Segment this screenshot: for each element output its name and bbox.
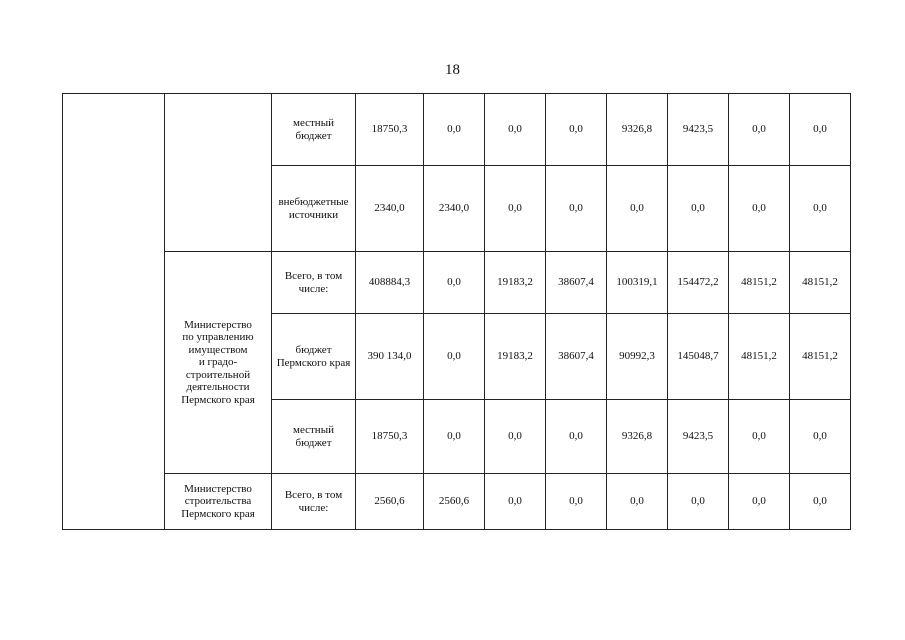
value-cell: 0,0 — [546, 166, 607, 252]
value-cell: 9423,5 — [668, 400, 729, 474]
value-cell: 0,0 — [485, 166, 546, 252]
value-cell: 38607,4 — [546, 252, 607, 314]
funding-source-cell: Всего, в том числе: — [272, 474, 356, 530]
value-cell: 48151,2 — [729, 314, 790, 400]
value-cell: 38607,4 — [546, 314, 607, 400]
executor-cell: Министерство строительства Пермского края — [165, 474, 272, 530]
value-cell: 0,0 — [790, 166, 851, 252]
value-cell: 18750,3 — [356, 94, 424, 166]
funding-source-cell: Всего, в том числе: — [272, 252, 356, 314]
value-cell: 9423,5 — [668, 94, 729, 166]
value-cell: 0,0 — [424, 252, 485, 314]
program-cell — [63, 94, 165, 530]
value-cell: 0,0 — [485, 400, 546, 474]
budget-table — [62, 93, 851, 530]
value-cell: 0,0 — [729, 474, 790, 530]
value-cell: 0,0 — [668, 474, 729, 530]
executor-cell — [165, 94, 272, 252]
value-cell: 0,0 — [729, 400, 790, 474]
table-row — [63, 94, 851, 166]
table-row — [63, 474, 851, 530]
value-cell: 145048,7 — [668, 314, 729, 400]
value-cell: 408884,3 — [356, 252, 424, 314]
value-cell: 19183,2 — [485, 314, 546, 400]
funding-source-cell: бюджет Пермского края — [272, 314, 356, 400]
funding-source-cell: внебюджетные источники — [272, 166, 356, 252]
value-cell: 0,0 — [790, 94, 851, 166]
value-cell: 0,0 — [485, 474, 546, 530]
value-cell: 0,0 — [546, 94, 607, 166]
funding-source-cell: местный бюджет — [272, 94, 356, 166]
value-cell: 18750,3 — [356, 400, 424, 474]
value-cell: 0,0 — [790, 400, 851, 474]
value-cell: 0,0 — [790, 474, 851, 530]
value-cell: 9326,8 — [607, 94, 668, 166]
value-cell: 390 134,0 — [356, 314, 424, 400]
value-cell: 0,0 — [546, 474, 607, 530]
value-cell: 0,0 — [607, 166, 668, 252]
value-cell: 0,0 — [607, 474, 668, 530]
value-cell: 48151,2 — [729, 252, 790, 314]
value-cell: 0,0 — [424, 94, 485, 166]
value-cell: 0,0 — [424, 400, 485, 474]
funding-source-cell: местный бюджет — [272, 400, 356, 474]
value-cell: 2560,6 — [424, 474, 485, 530]
value-cell: 100319,1 — [607, 252, 668, 314]
value-cell: 19183,2 — [485, 252, 546, 314]
value-cell: 48151,2 — [790, 314, 851, 400]
value-cell: 0,0 — [546, 400, 607, 474]
value-cell: 0,0 — [729, 94, 790, 166]
table-row — [63, 252, 851, 314]
value-cell: 2340,0 — [356, 166, 424, 252]
value-cell: 2560,6 — [356, 474, 424, 530]
executor-cell: Министерство по управлению имуществом и градо- строительной деятельности Пермского края — [165, 252, 272, 474]
page-number: 18 — [445, 62, 460, 78]
value-cell: 0,0 — [668, 166, 729, 252]
value-cell: 90992,3 — [607, 314, 668, 400]
value-cell: 0,0 — [485, 94, 546, 166]
value-cell: 48151,2 — [790, 252, 851, 314]
value-cell: 0,0 — [729, 166, 790, 252]
value-cell: 154472,2 — [668, 252, 729, 314]
value-cell: 9326,8 — [607, 400, 668, 474]
value-cell: 2340,0 — [424, 166, 485, 252]
value-cell: 0,0 — [424, 314, 485, 400]
